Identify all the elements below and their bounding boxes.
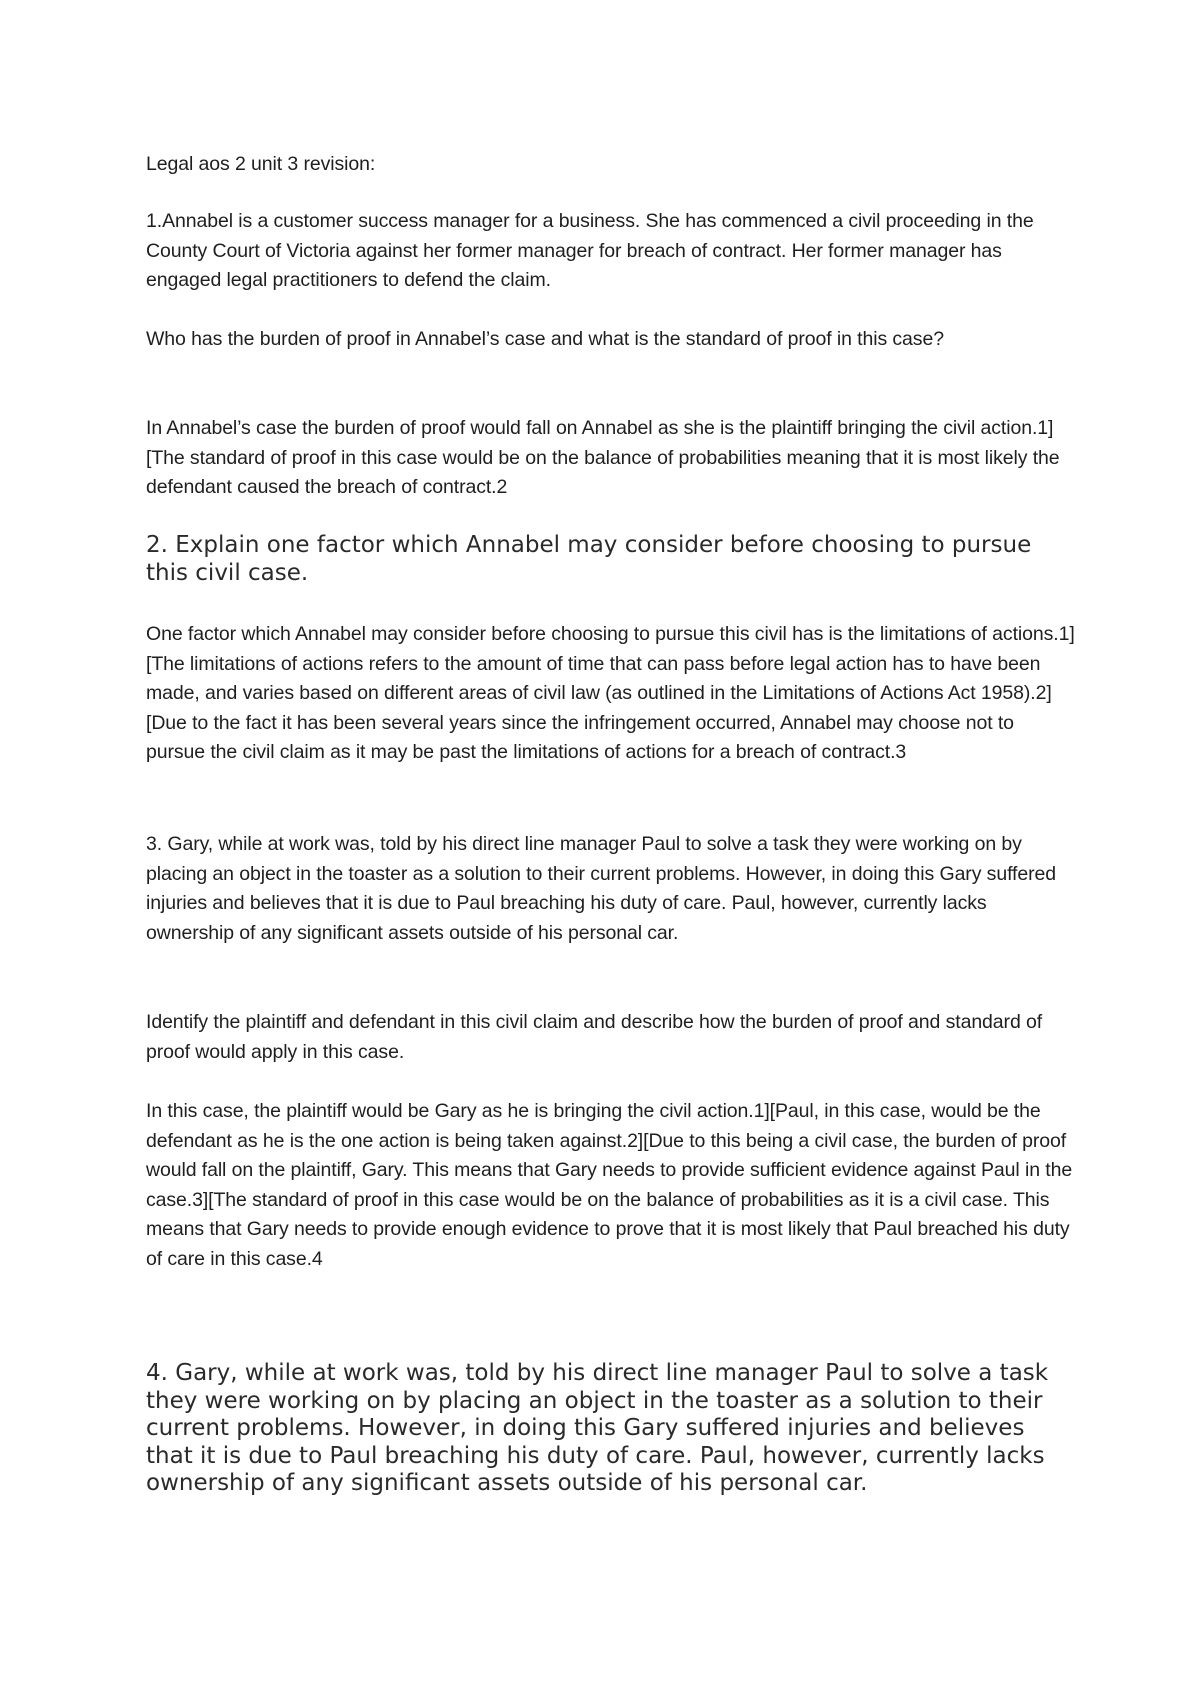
question-2-question: 2. Explain one factor which Annabel may consider before choosing to pursue this civil case.: [146, 532, 1032, 586]
question-3-question: Identify the plaintiff and defendant in this civil claim and describe how the burden of proof and standard of proof would apply in this case.: [146, 1011, 1043, 1063]
question-1-answer: In Annabel’s case the burden of proof would fall on Annabel as she is the plaintiff bringing the civil action.1][The standard of proof in this case would be on the balance of probabilities meaning that it is most likely the defendant caused the breach of contract.2: [146, 417, 1060, 498]
question-3-answer: In this case, the plaintiff would be Gary as he is bringing the civil action.1][Paul, in this case, would be the defendant as he is the one action is being taken against.2][Due to this being a civil case, the burden of proof would fall on the plaintiff, Gary. This means that Gary needs to provide sufficient evidence against Paul in the case.3][The standard of proof in this case would be on the balance of probabilities as it is a civil case. This means that Gary needs to provide enough evidence to prove that it is most likely that Paul breached his duty of care in this case.4: [146, 1100, 1073, 1270]
document-title: Legal aos 2 unit 3 revision:: [146, 153, 376, 175]
question-4-prompt: 4. Gary, while at work was, told by his direct line manager Paul to solve a task they were working on by placing an object in the toaster as a solution to their current problems. However, in doing this Gary suffered injuries and believes that it is due to Paul breaching his duty of care. Paul, however, currently lacks ownership of any significant assets outside of his personal car.: [146, 1360, 1049, 1496]
question-1-question: Who has the burden of proof in Annabel’s case and what is the standard of proof in this case?: [146, 328, 944, 350]
question-3-prompt: 3. Gary, while at work was, told by his direct line manager Paul to solve a task they were working on by placing an object in the toaster as a solution to their current problems. However, in doing this Gary suffered injuries and believes that it is due to Paul breaching his duty of care. Paul, however, currently lacks ownership of any significant assets outside of his personal car.: [146, 833, 1056, 944]
question-2-answer: One factor which Annabel may consider before choosing to pursue this civil has is the limitations of actions.1][The limitations of actions refers to the amount of time that can pass before legal action has to have been made, and varies based on different areas of civil law (as outlined in the Limitations of Actions Act 1958).2][Due to the fact it has been several years since the infringement occurred, Annabel may choose not to pursue the civil claim as it may be past the limitations of actions for a breach of contract.3: [146, 623, 1075, 763]
question-1-prompt: 1.Annabel is a customer success manager for a business. She has commenced a civil proceeding in the County Court of Victoria against her former manager for breach of contract. Her former manager has engaged legal practitioners to defend the claim.: [146, 210, 1034, 291]
